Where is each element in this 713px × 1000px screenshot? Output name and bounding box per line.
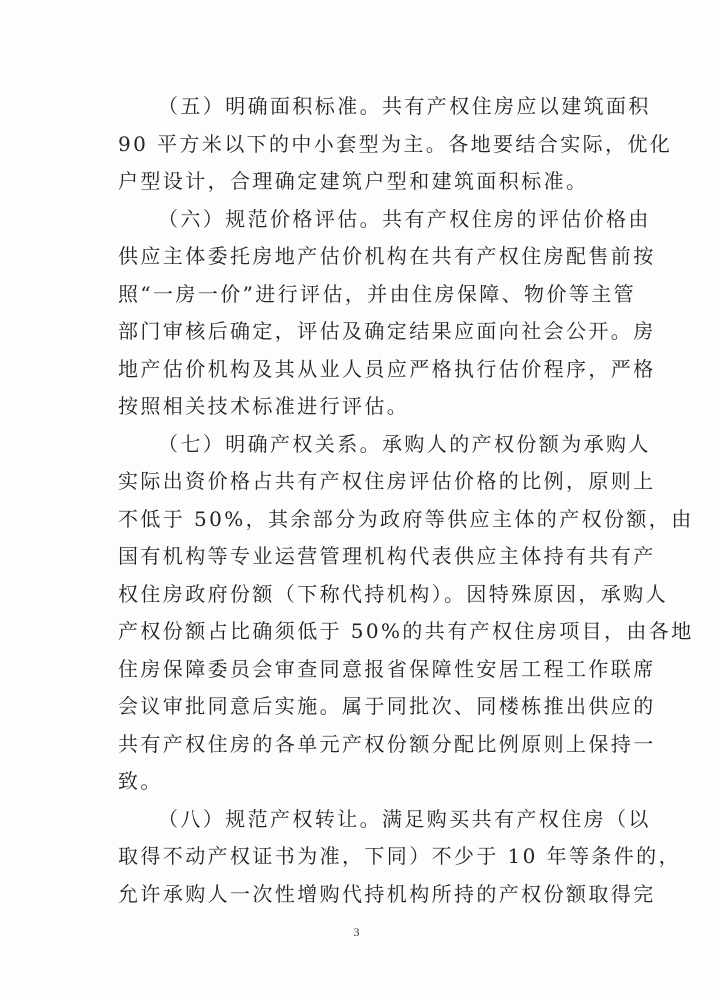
paragraph-line: 共有产权住房的各单元产权份额分配比例原则上保持一 (118, 731, 656, 756)
paragraph-line: 会议审批同意后实施。属于同批次、同楼栋推出供应的 (118, 694, 656, 718)
document-body (118, 88, 694, 913)
paragraph-line: 90 平方米以下的中小套型为主。各地要结合实际，优化 (118, 131, 673, 156)
paragraph-line: 允许承购人一次性增购代持机构所持的产权份额取得完 (118, 881, 656, 906)
paragraph-line: 按照相关技术标准进行评估。 (118, 394, 410, 418)
paragraph-line: （七）明确产权关系。承购人的产权份额为承购人 (158, 431, 651, 456)
paragraph-line: 地产估价机构及其从业人员应严格执行估价程序，严格 (118, 356, 656, 381)
paragraph-line: 部门审核后确定，评估及确定结果应面向社会公开。房 (118, 319, 656, 343)
paragraph-line: （五）明确面积标准。共有产权住房应以建筑面积 (158, 94, 651, 118)
paragraph-line: （六）规范价格评估。共有产权住房的评估价格由 (158, 206, 651, 231)
paragraph-line: 不低于 50%，其余部分为政府等供应主体的产权份额，由 (118, 506, 694, 531)
paragraph-line: 住房保障委员会审查同意报省保障性安居工程工作联席 (118, 656, 656, 681)
paragraph-line: 权住房政府份额（下称代持机构）。因特殊原因，承购人 (118, 581, 668, 606)
paragraph-line: 供应主体委托房地产估价机构在共有产权住房配售前按 (118, 244, 656, 268)
page-number: 3 (353, 925, 360, 939)
paragraph-line: 户型设计，合理确定建筑户型和建筑面积标准。 (118, 169, 589, 193)
paragraph-line: 致。 (118, 769, 163, 793)
paragraph-line: 取得不动产权证书为准，下同）不少于 10 年等条件的， (118, 844, 681, 868)
paragraph-line: （八）规范产权转让。满足购买共有产权住房（以 (158, 806, 651, 831)
paragraph-line: 照“一房一价”进行评估，并由住房保障、物价等主管 (118, 281, 637, 306)
paragraph-line: 产权份额占比确须低于 50%的共有产权住房项目，由各地 (118, 619, 694, 643)
paragraph-line: 国有机构等专业运营管理机构代表供应主体持有共有产 (118, 544, 656, 568)
paragraph-line: 实际出资价格占共有产权住房评估价格的比例，原则上 (118, 469, 656, 493)
